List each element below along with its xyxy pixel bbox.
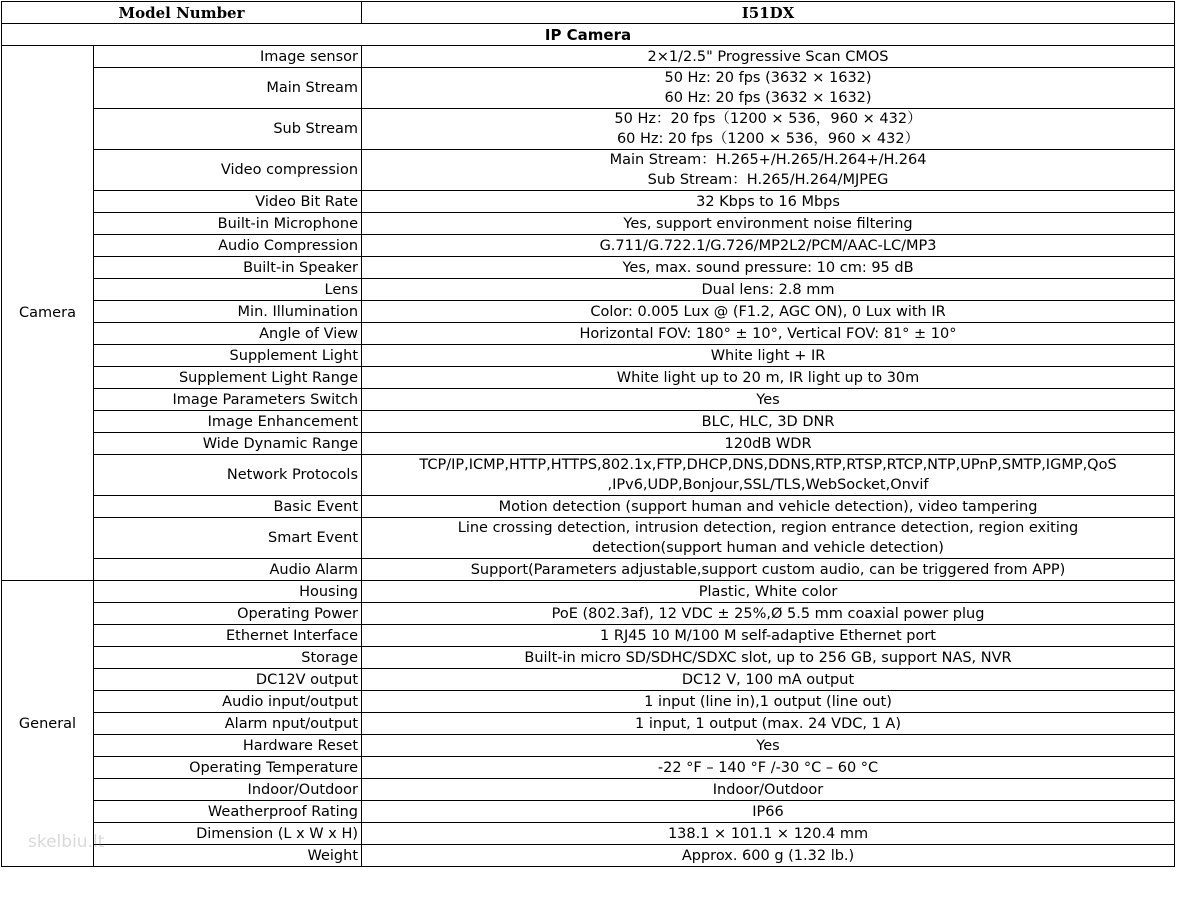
spec-label: Supplement Light Range — [94, 367, 362, 389]
spec-value — [362, 191, 1175, 213]
spec-row — [2, 691, 1175, 713]
model-number-value: I51DX — [362, 2, 1175, 24]
spec-label: Supplement Light — [94, 345, 362, 367]
spec-row — [2, 411, 1175, 433]
spec-row — [2, 713, 1175, 735]
section-row — [2, 24, 1175, 46]
spec-value-line: Color: 0.005 Lux @ (F1.2, AGC ON), 0 Lux with IR — [590, 303, 946, 320]
spec-value-line: 50 Hz: 20 fps (3632 × 1632) — [664, 70, 872, 86]
spec-value — [362, 367, 1175, 389]
spec-value-line: 1 RJ45 10 M/100 M self-adaptive Ethernet port — [600, 627, 936, 644]
spec-value-line: Support(Parameters adjustable,support custom audio, can be triggered from APP) — [470, 561, 1066, 578]
spec-value-line: -22 °F – 140 °F /-30 °C – 60 °C — [657, 759, 879, 776]
spec-value — [362, 669, 1175, 691]
spec-label: Built-in Microphone — [94, 213, 362, 235]
spec-label: Ethernet Interface — [94, 625, 362, 647]
spec-value — [362, 411, 1175, 433]
spec-table — [1, 1, 1175, 867]
spec-value — [362, 109, 1175, 150]
spec-label: Image Parameters Switch — [94, 389, 362, 411]
spec-label: DC12V output — [94, 669, 362, 691]
spec-row — [2, 581, 1175, 603]
spec-value-line: PoE (802.3af), 12 VDC ± 25%,Ø 5.5 mm coaxial power plug — [551, 605, 985, 622]
spec-value-line: 1 input, 1 output (max. 24 VDC, 1 A) — [635, 715, 901, 732]
spec-value-line: Approx. 600 g (1.32 lb.) — [681, 847, 855, 864]
spec-label: Image sensor — [94, 46, 362, 68]
spec-label: Network Protocols — [94, 455, 362, 496]
spec-row — [2, 191, 1175, 213]
spec-value-line: Yes, max. sound pressure: 10 cm: 95 dB — [622, 259, 914, 276]
spec-value-line: 60 Hz: 20 fps (3632 × 1632) — [664, 90, 872, 106]
spec-label: Hardware Reset — [94, 735, 362, 757]
spec-value-line: Yes — [756, 737, 780, 754]
spec-row — [2, 235, 1175, 257]
spec-value-line: 120dB WDR — [724, 435, 812, 452]
spec-value — [362, 691, 1175, 713]
spec-row — [2, 518, 1175, 559]
spec-label: Operating Temperature — [94, 757, 362, 779]
spec-row — [2, 735, 1175, 757]
spec-row — [2, 757, 1175, 779]
section-title: IP Camera — [2, 24, 1175, 46]
spec-row — [2, 68, 1175, 109]
spec-value-line: IP66 — [752, 803, 784, 820]
spec-row — [2, 603, 1175, 625]
spec-value-line: ,IPv6,UDP,Bonjour,SSL/TLS,WebSocket,Onvif — [607, 477, 929, 493]
model-number-label: Model Number — [2, 2, 362, 24]
spec-row — [2, 257, 1175, 279]
spec-value — [362, 46, 1175, 68]
group-label: Camera — [2, 46, 94, 581]
spec-value — [362, 757, 1175, 779]
spec-row — [2, 779, 1175, 801]
spec-label: Alarm nput/output — [94, 713, 362, 735]
spec-value-line: Yes, support environment noise filtering — [623, 215, 913, 232]
spec-value — [362, 150, 1175, 191]
spec-value-line: Dual lens: 2.8 mm — [701, 281, 835, 298]
spec-value-line: 32 Kbps to 16 Mbps — [696, 193, 840, 210]
spec-label: Audio Alarm — [94, 559, 362, 581]
spec-value — [362, 581, 1175, 603]
spec-row — [2, 389, 1175, 411]
spec-value-line: Horizontal FOV: 180° ± 10°, Vertical FOV: 81° ± 10° — [579, 325, 957, 342]
header-row — [2, 2, 1175, 24]
spec-label: Audio input/output — [94, 691, 362, 713]
watermark: skelbiu.lt — [28, 832, 105, 852]
spec-value — [362, 735, 1175, 757]
spec-label: Min. Illumination — [94, 301, 362, 323]
spec-value — [362, 823, 1175, 845]
spec-row — [2, 845, 1175, 867]
spec-label: Storage — [94, 647, 362, 669]
spec-value — [362, 647, 1175, 669]
group-label: General — [2, 581, 94, 867]
spec-value-line: detection(support human and vehicle detection) — [592, 540, 944, 556]
spec-label: Sub Stream — [94, 109, 362, 150]
spec-value-line: Main Stream：H.265+/H.265/H.264+/H.264 — [609, 152, 927, 168]
spec-value-line: Built-in micro SD/SDHC/SDXC slot, up to 256 GB, support NAS, NVR — [524, 649, 1012, 666]
spec-value — [362, 603, 1175, 625]
spec-value-line: 1 input (line in),1 output (line out) — [644, 693, 892, 710]
spec-label: Angle of View — [94, 323, 362, 345]
spec-row — [2, 301, 1175, 323]
spec-value — [362, 455, 1175, 496]
spec-row — [2, 367, 1175, 389]
spec-value — [362, 345, 1175, 367]
spec-value — [362, 713, 1175, 735]
spec-value-line: White light up to 20 m, IR light up to 30m — [616, 369, 920, 386]
spec-label: Audio Compression — [94, 235, 362, 257]
spec-value-line: Motion detection (support human and vehicle detection), video tampering — [498, 498, 1038, 515]
spec-label: Video compression — [94, 150, 362, 191]
spec-value-line: 60 Hz: 20 fps（1200 × 536，960 × 432） — [616, 131, 920, 147]
spec-label: Smart Event — [94, 518, 362, 559]
spec-value — [362, 389, 1175, 411]
spec-table-body — [2, 2, 1175, 867]
spec-value — [362, 68, 1175, 109]
spec-row — [2, 801, 1175, 823]
spec-value — [362, 518, 1175, 559]
spec-row — [2, 625, 1175, 647]
spec-row — [2, 279, 1175, 301]
spec-value — [362, 779, 1175, 801]
spec-row — [2, 323, 1175, 345]
spec-row — [2, 150, 1175, 191]
spec-label: Housing — [94, 581, 362, 603]
spec-row — [2, 647, 1175, 669]
spec-label: Dimension (L x W x H) — [94, 823, 362, 845]
spec-label: Operating Power — [94, 603, 362, 625]
spec-value — [362, 257, 1175, 279]
spec-label: Weight — [94, 845, 362, 867]
spec-row — [2, 496, 1175, 518]
spec-row — [2, 433, 1175, 455]
spec-row — [2, 345, 1175, 367]
spec-value-line: Yes — [756, 391, 780, 408]
spec-value-line: 138.1 × 101.1 × 120.4 mm — [667, 825, 869, 842]
spec-value-line: BLC, HLC, 3D DNR — [701, 413, 835, 430]
spec-value-line: G.711/G.722.1/G.726/MP2L2/PCM/AAC-LC/MP3 — [599, 237, 937, 254]
spec-row — [2, 559, 1175, 581]
spec-label: Weatherproof Rating — [94, 801, 362, 823]
spec-value — [362, 845, 1175, 867]
spec-value — [362, 433, 1175, 455]
spec-value — [362, 213, 1175, 235]
spec-row — [2, 669, 1175, 691]
spec-value-line: 2×1/2.5" Progressive Scan CMOS — [647, 48, 889, 65]
spec-row — [2, 213, 1175, 235]
spec-value — [362, 801, 1175, 823]
spec-label: Lens — [94, 279, 362, 301]
spec-label: Basic Event — [94, 496, 362, 518]
spec-value-line: DC12 V, 100 mA output — [681, 671, 855, 688]
spec-label: Indoor/Outdoor — [94, 779, 362, 801]
spec-value — [362, 625, 1175, 647]
spec-value — [362, 301, 1175, 323]
spec-label: Wide Dynamic Range — [94, 433, 362, 455]
spec-row — [2, 823, 1175, 845]
spec-value — [362, 559, 1175, 581]
spec-value — [362, 235, 1175, 257]
spec-label: Video Bit Rate — [94, 191, 362, 213]
spec-value-line: Line crossing detection, intrusion detection, region entrance detection, region exiting — [457, 520, 1079, 536]
spec-label: Built-in Speaker — [94, 257, 362, 279]
spec-row — [2, 455, 1175, 496]
spec-value-line: Sub Stream：H.265/H.264/MJPEG — [647, 172, 889, 188]
spec-label: Main Stream — [94, 68, 362, 109]
spec-value — [362, 279, 1175, 301]
spec-value-line: TCP/IP,ICMP,HTTP,HTTPS,802.1x,FTP,DHCP,DNS,DDNS,RTP,RTSP,RTCP,NTP,UPnP,SMTP,IGMP,QoS — [419, 457, 1117, 473]
spec-value — [362, 496, 1175, 518]
spec-value-line: White light + IR — [710, 347, 826, 364]
spec-value-line: Indoor/Outdoor — [712, 781, 824, 798]
spec-value-line: 50 Hz：20 fps（1200 × 536，960 × 432） — [614, 111, 922, 127]
spec-row — [2, 109, 1175, 150]
spec-value — [362, 323, 1175, 345]
spec-value-line: Plastic, White color — [698, 583, 838, 600]
spec-row — [2, 46, 1175, 68]
spec-label: Image Enhancement — [94, 411, 362, 433]
